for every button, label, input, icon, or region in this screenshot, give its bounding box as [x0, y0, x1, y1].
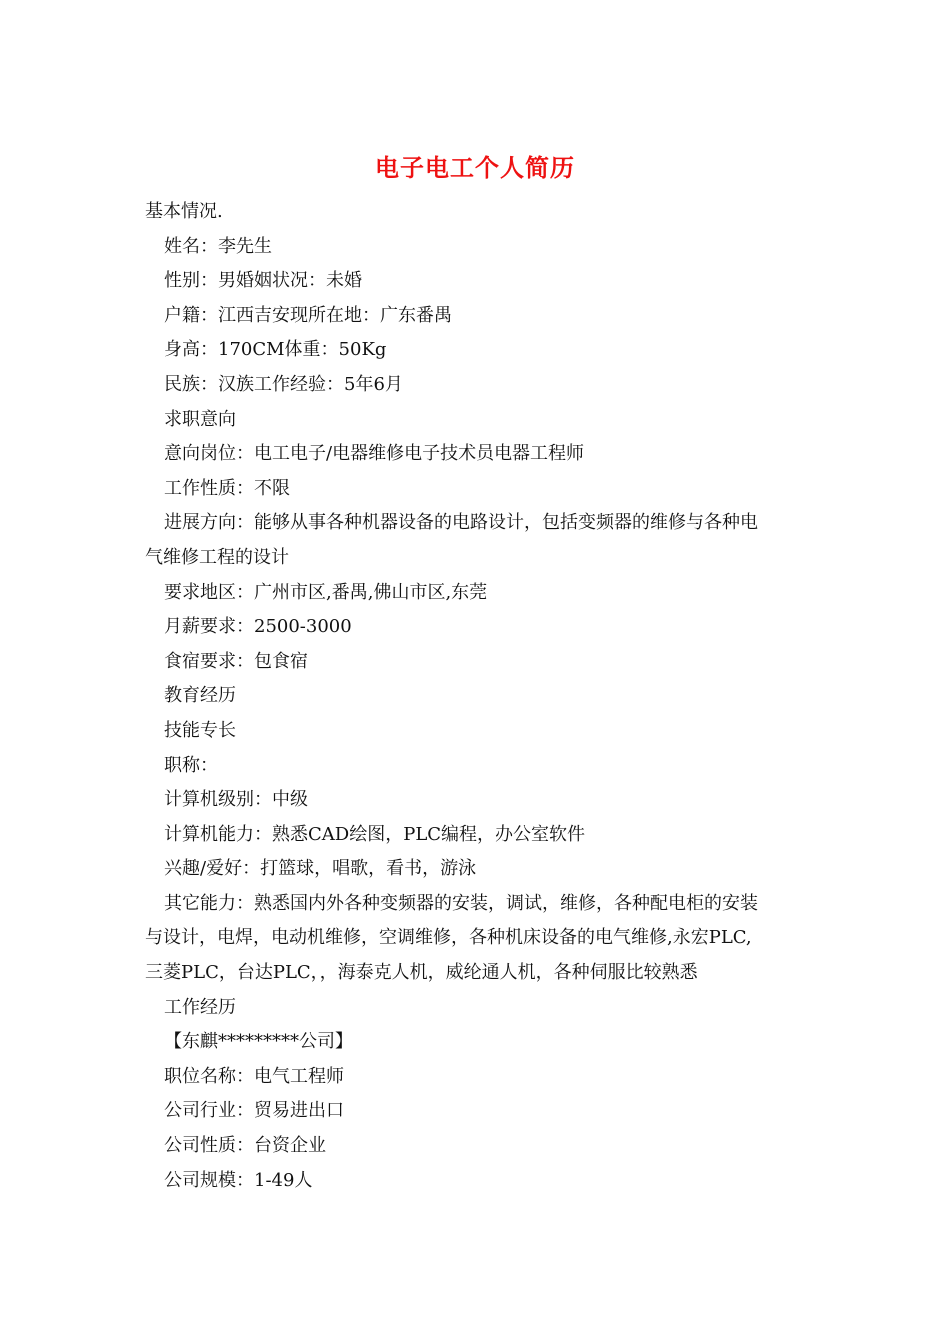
field-name: 姓名：李先生 — [164, 235, 272, 257]
field-career-direction: 进展方向：能够从事各种机器设备的电路设计，包括变频器的维修与各种电 — [164, 512, 758, 534]
field-desired-region: 要求地区：广州市区,番禺,佛山市区,东莞 — [164, 581, 488, 603]
field-company-industry: 公司行业：贸易进出口 — [164, 1100, 344, 1122]
field-professional-title: 职称： — [164, 754, 218, 776]
section-heading-job-intention: 求职意向 — [164, 408, 236, 430]
field-ethnicity-experience: 民族：汉族工作经验：5年6月 — [164, 373, 403, 395]
field-position-title: 职位名称：电气工程师 — [164, 1065, 344, 1087]
field-desired-position: 意向岗位：电工电子/电器维修电子技术员电器工程师 — [164, 443, 585, 465]
company-name: 【东麒*********公司】 — [164, 1031, 353, 1053]
section-heading-basic-info: 基本情况. — [145, 201, 223, 222]
field-gender-marital: 性别：男婚姻状况：未婚 — [164, 270, 362, 292]
field-company-size: 公司规模：1-49人 — [164, 1169, 313, 1191]
resume-body — [145, 195, 805, 1198]
page-title: 电子电工个人简历 — [375, 154, 575, 182]
field-accommodation: 食宿要求：包食宿 — [164, 650, 308, 672]
field-computer-level: 计算机级别：中级 — [164, 789, 308, 811]
field-hometown-location: 户籍：江西吉安现所在地：广东番禺 — [164, 304, 452, 326]
section-heading-skills: 技能专长 — [164, 719, 236, 741]
field-salary: 月薪要求：2500-3000 — [164, 616, 352, 638]
field-other-abilities-continued-1: 与设计，电焊，电动机维修，空调维修，各种机床设备的电气维修,永宏PLC, — [145, 927, 752, 949]
field-hobbies: 兴趣/爱好：打篮球，唱歌，看书，游泳 — [164, 858, 477, 880]
field-company-type: 公司性质：台资企业 — [164, 1135, 326, 1157]
field-job-type: 工作性质：不限 — [164, 477, 290, 499]
section-heading-education: 教育经历 — [164, 685, 236, 707]
field-height-weight: 身高：170CM体重：50Kg — [164, 339, 387, 361]
field-computer-skills: 计算机能力：熟悉CAD绘图，PLC编程，办公室软件 — [164, 823, 586, 845]
field-other-abilities-continued-2: 三菱PLC，台达PLC，，海泰克人机，威纶通人机，各种伺服比较熟悉 — [145, 962, 698, 984]
section-heading-work-experience: 工作经历 — [164, 996, 236, 1018]
field-career-direction-continued: 气维修工程的设计 — [145, 546, 289, 568]
field-other-abilities: 其它能力：熟悉国内外各种变频器的安装，调试，维修，各种配电柜的安装 — [164, 892, 758, 914]
